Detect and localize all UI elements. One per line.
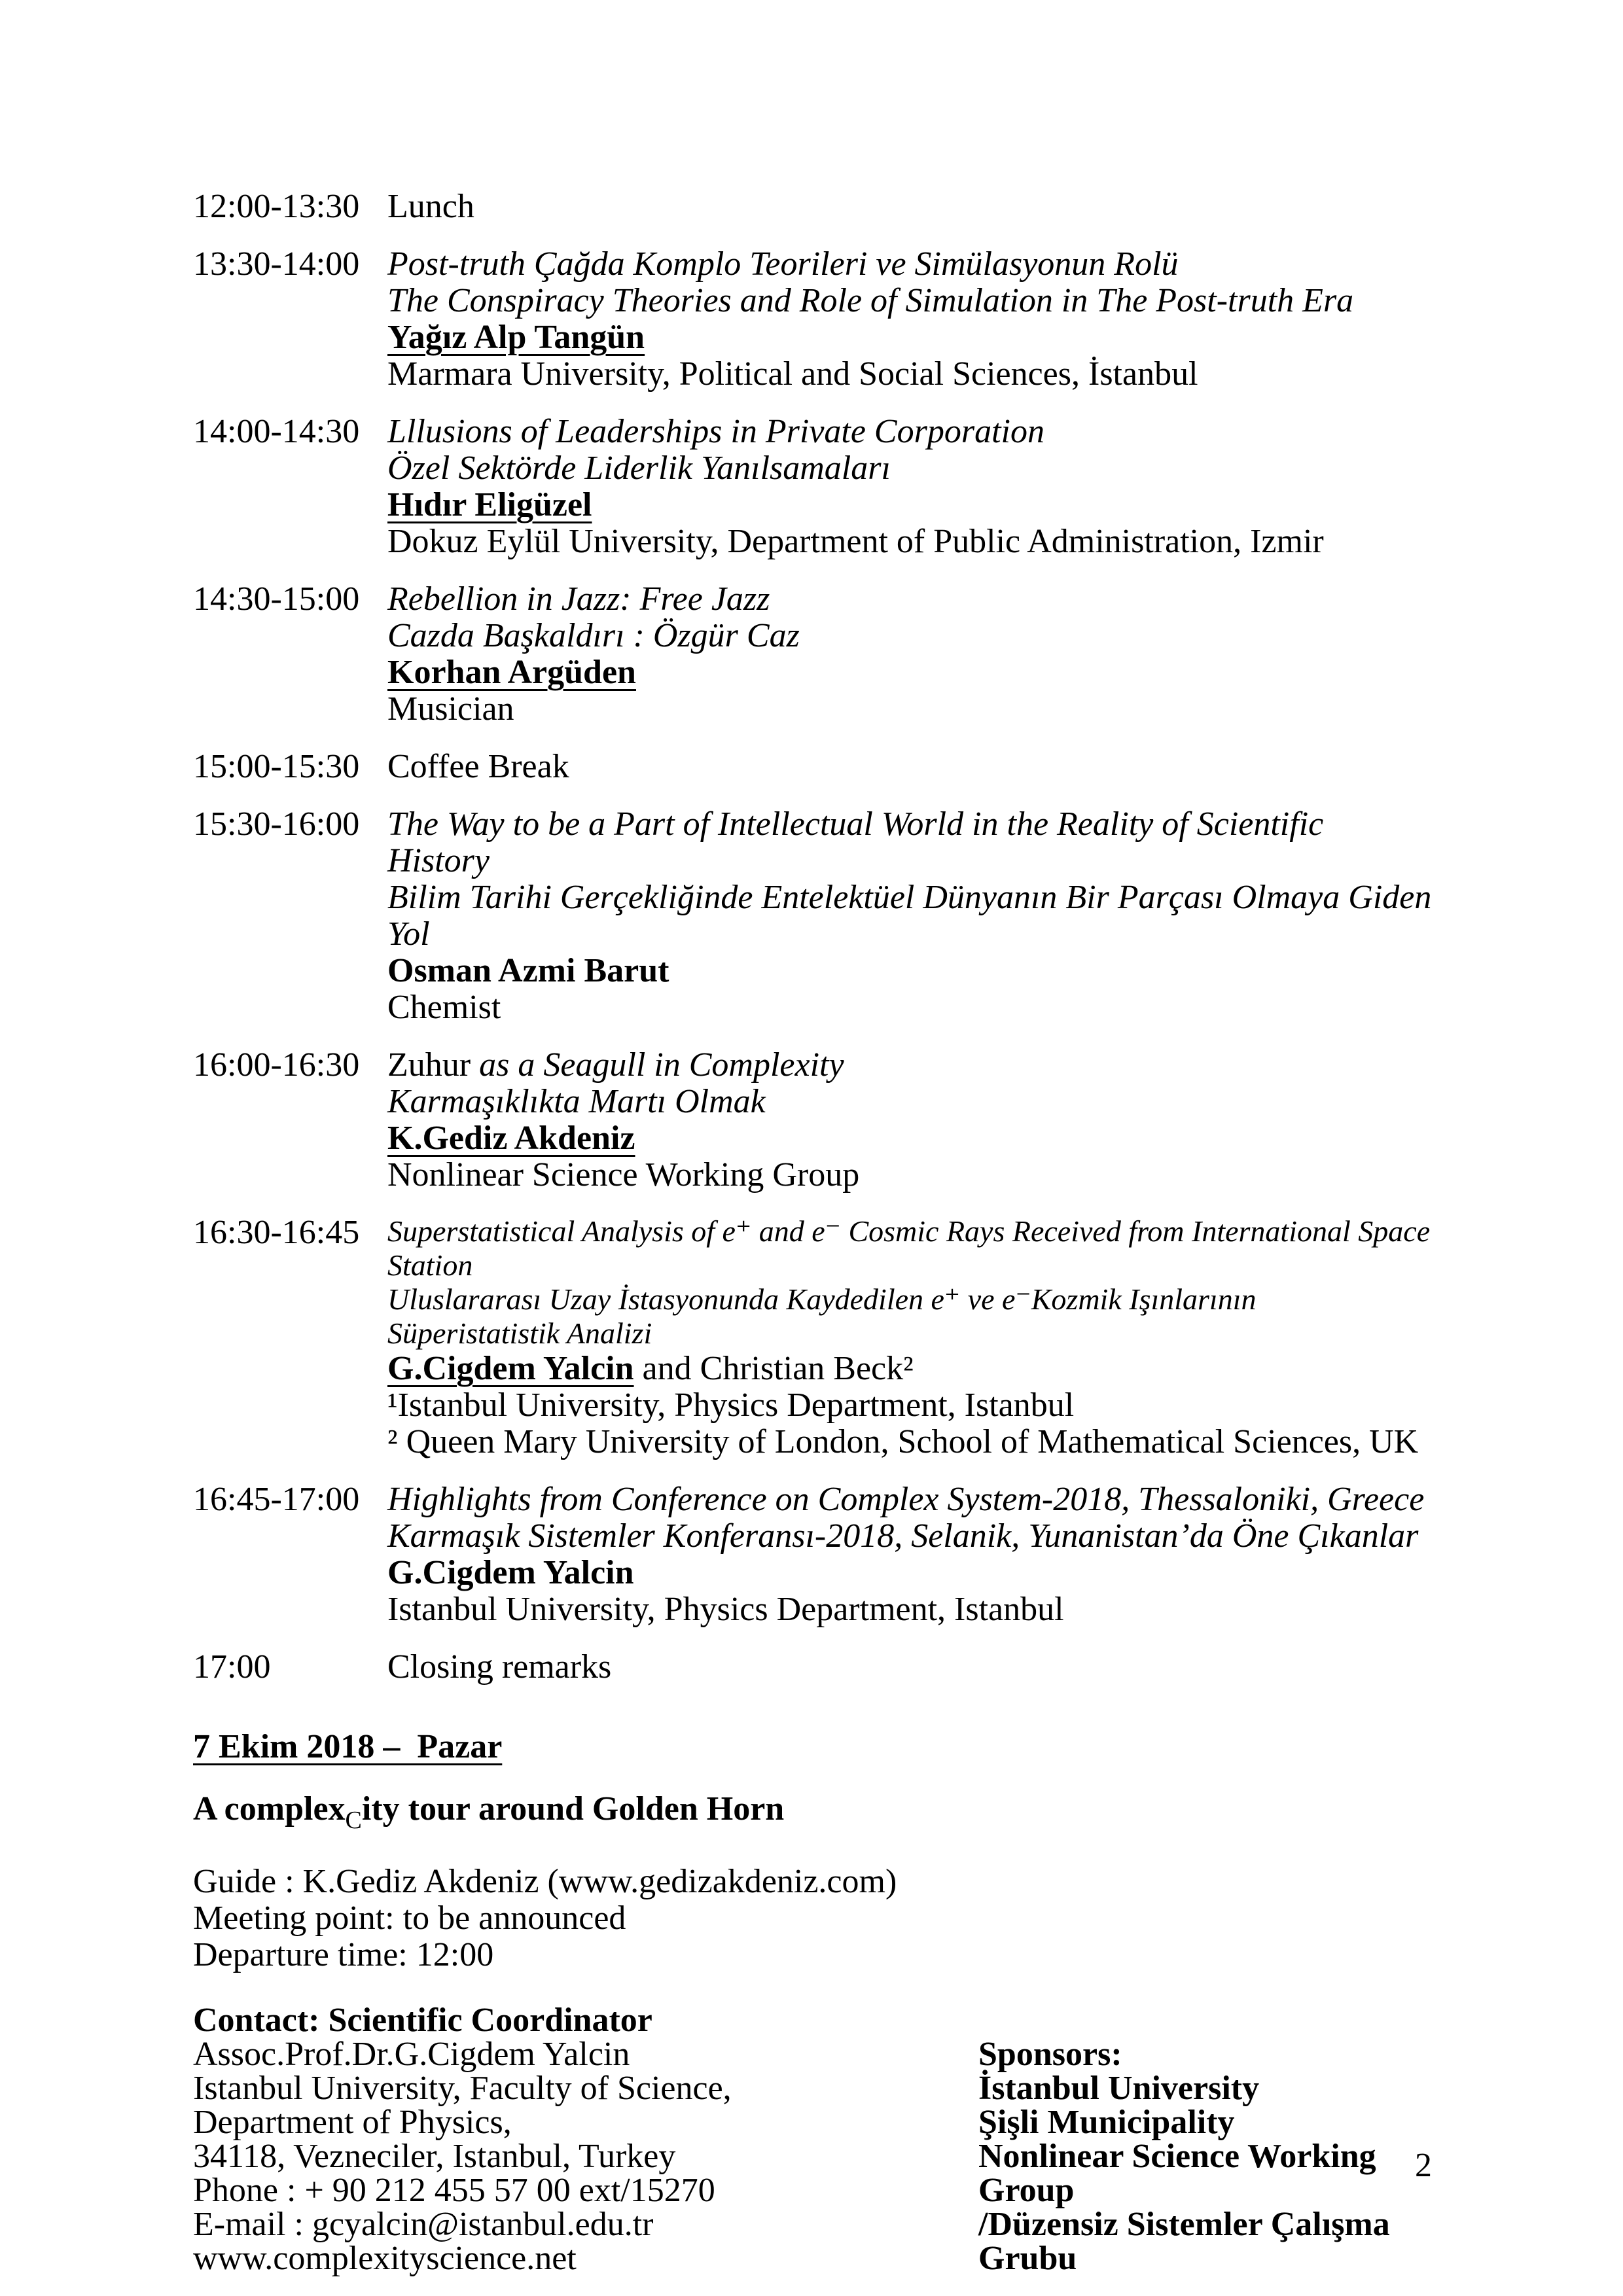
speaker-name: Korhan Argüden bbox=[387, 654, 636, 691]
schedule-row bbox=[193, 1047, 1433, 1193]
speaker-affiliation: Dokuz Eylül University, Department of Public Administration, Izmir bbox=[387, 523, 1324, 560]
tour-departure-time: Departure time: 12:00 bbox=[193, 1936, 494, 1973]
session-time: 12:00-13:30 bbox=[193, 188, 360, 225]
speaker-affiliation: Istanbul University, Physics Department, Istanbul bbox=[387, 1591, 1064, 1628]
session-time: 17:00 bbox=[193, 1648, 271, 1686]
session-title: Lunch bbox=[387, 188, 474, 225]
schedule-row bbox=[193, 414, 1433, 560]
session-title: Zuhur as a Seagull in Complexity bbox=[387, 1046, 844, 1084]
schedule-row bbox=[193, 805, 1440, 1026]
day-heading: 7 Ekim 2018 – Pazar bbox=[193, 1728, 503, 1765]
schedule bbox=[193, 188, 1440, 1686]
session-title-translation: Bilim Tarihi Gerçekliğinde Entelektüel Dünyanın Bir Parçası Olmaya Giden Yol bbox=[387, 879, 1440, 953]
schedule-row bbox=[193, 246, 1433, 393]
schedule-row bbox=[193, 188, 1433, 225]
contact-website: www.complexityscience.net bbox=[193, 2240, 577, 2277]
speaker-name: Yağız Alp Tangün bbox=[387, 319, 645, 356]
schedule-row bbox=[193, 1481, 1433, 1628]
session-title-translation: Özel Sektörde Liderlik Yanılsamaları bbox=[387, 450, 891, 487]
footer-columns bbox=[193, 2004, 1433, 2276]
session-time: 13:30-14:00 bbox=[193, 245, 360, 283]
contact-department: Department of Physics, bbox=[193, 2104, 512, 2141]
speaker-name: G.Cigdem Yalcin and Christian Beck² bbox=[387, 1350, 914, 1387]
session-title: Highlights from Conference on Complex System-2018, Thessaloniki, Greece bbox=[387, 1481, 1425, 1518]
session-time: 15:30-16:00 bbox=[193, 805, 360, 843]
session-title: Coffee Break bbox=[387, 748, 569, 785]
speaker-name: G.Cigdem Yalcin bbox=[387, 1554, 634, 1591]
session-title-translation: Karmaşıklıkta Martı Olmak bbox=[387, 1083, 766, 1120]
session-time: 16:00-16:30 bbox=[193, 1046, 360, 1084]
contact-institution: Istanbul University, Faculty of Science, bbox=[193, 2070, 732, 2107]
subscript-c: C bbox=[345, 1807, 362, 1834]
schedule-row bbox=[193, 581, 1433, 728]
tour-meeting-point: Meeting point: to be announced bbox=[193, 1899, 626, 1937]
session-time: 15:00-15:30 bbox=[193, 748, 360, 785]
speaker-affiliation: Musician bbox=[387, 690, 514, 728]
session-title-translation: Cazda Başkaldırı : Özgür Caz bbox=[387, 617, 800, 654]
session-title: The Way to be a Part of Intellectual World in the Reality of Scientific History bbox=[387, 805, 1332, 879]
speaker-affiliation: ² Queen Mary University of London, School of Mathematical Sciences, UK bbox=[387, 1423, 1419, 1460]
speaker-affiliation: ¹Istanbul University, Physics Department, Istanbul bbox=[387, 1386, 1075, 1424]
sponsor-item: Nonlinear Science Working Group bbox=[978, 2138, 1385, 2209]
session-time: 14:30-15:00 bbox=[193, 580, 360, 618]
page-number: 2 bbox=[1415, 2147, 1432, 2184]
speaker-name: Osman Azmi Barut bbox=[387, 952, 669, 989]
sponsors-heading: Sponsors: bbox=[978, 2036, 1122, 2073]
session-time: 16:30-16:45 bbox=[193, 1214, 360, 1251]
session-time: 16:45-17:00 bbox=[193, 1481, 360, 1518]
contact-email: E-mail : gcyalcin@istanbul.edu.tr bbox=[193, 2206, 654, 2243]
contact-address: 34118, Vezneciler, Istanbul, Turkey bbox=[193, 2138, 676, 2175]
contact-person: Assoc.Prof.Dr.G.Cigdem Yalcin bbox=[193, 2036, 630, 2073]
session-title: Lllusions of Leaderships in Private Corporation bbox=[387, 413, 1044, 450]
tour-info bbox=[193, 1863, 1433, 1973]
schedule-row bbox=[193, 1214, 1438, 1460]
tour-heading: A complex$_C$ity tour around Golden Horn bbox=[193, 1790, 785, 1834]
contact-phone: Phone : + 90 212 455 57 00 ext/15270 bbox=[193, 2172, 715, 2209]
contact-heading: Contact: Scientific Coordinator bbox=[193, 2002, 652, 2039]
speaker-affiliation: Marmara University, Political and Social Sciences, İstanbul bbox=[387, 355, 1198, 393]
sponsor-item: Şişli Municipality bbox=[978, 2104, 1235, 2141]
speaker-name: K.Gediz Akdeniz bbox=[387, 1120, 635, 1157]
session-time: 14:00-14:30 bbox=[193, 413, 360, 450]
session-title-translation: Karmaşık Sistemler Konferansı-2018, Selanik, Yunanistan’da Öne Çıkanlar bbox=[387, 1517, 1419, 1555]
sponsor-item: İstanbul University bbox=[978, 2070, 1260, 2107]
session-title: Post-truth Çağda Komplo Teorileri ve Simülasyonun Rolü bbox=[387, 245, 1179, 283]
session-title: Rebellion in Jazz: Free Jazz bbox=[387, 580, 770, 618]
sponsor-item: /Düzensiz Sistemler Çalışma Grubu bbox=[978, 2206, 1399, 2277]
sponsors-block bbox=[978, 2004, 1433, 2276]
contact-block bbox=[193, 2004, 978, 2276]
speaker-affiliation: Chemist bbox=[387, 989, 501, 1026]
session-title: Superstatistical Analysis of e⁺ and e⁻ Cosmic Rays Received from International Space Station bbox=[387, 1214, 1438, 1282]
tour-guide: Guide : K.Gediz Akdeniz (www.gedizakdeniz.com) bbox=[193, 1863, 897, 1900]
schedule-row bbox=[193, 749, 1433, 785]
speaker-name: Hıdır Eligüzel bbox=[387, 486, 592, 523]
session-title: Closing remarks bbox=[387, 1648, 612, 1686]
schedule-row bbox=[193, 1649, 1433, 1686]
session-title-translation: Uluslararası Uzay İstasyonunda Kaydedilen e⁺ ve e⁻Kozmik Işınlarının Süperistatistik Analizi bbox=[387, 1282, 1264, 1350]
session-title-translation: The Conspiracy Theories and Role of Simulation in The Post-truth Era bbox=[387, 282, 1354, 319]
speaker-affiliation: Nonlinear Science Working Group bbox=[387, 1156, 860, 1193]
